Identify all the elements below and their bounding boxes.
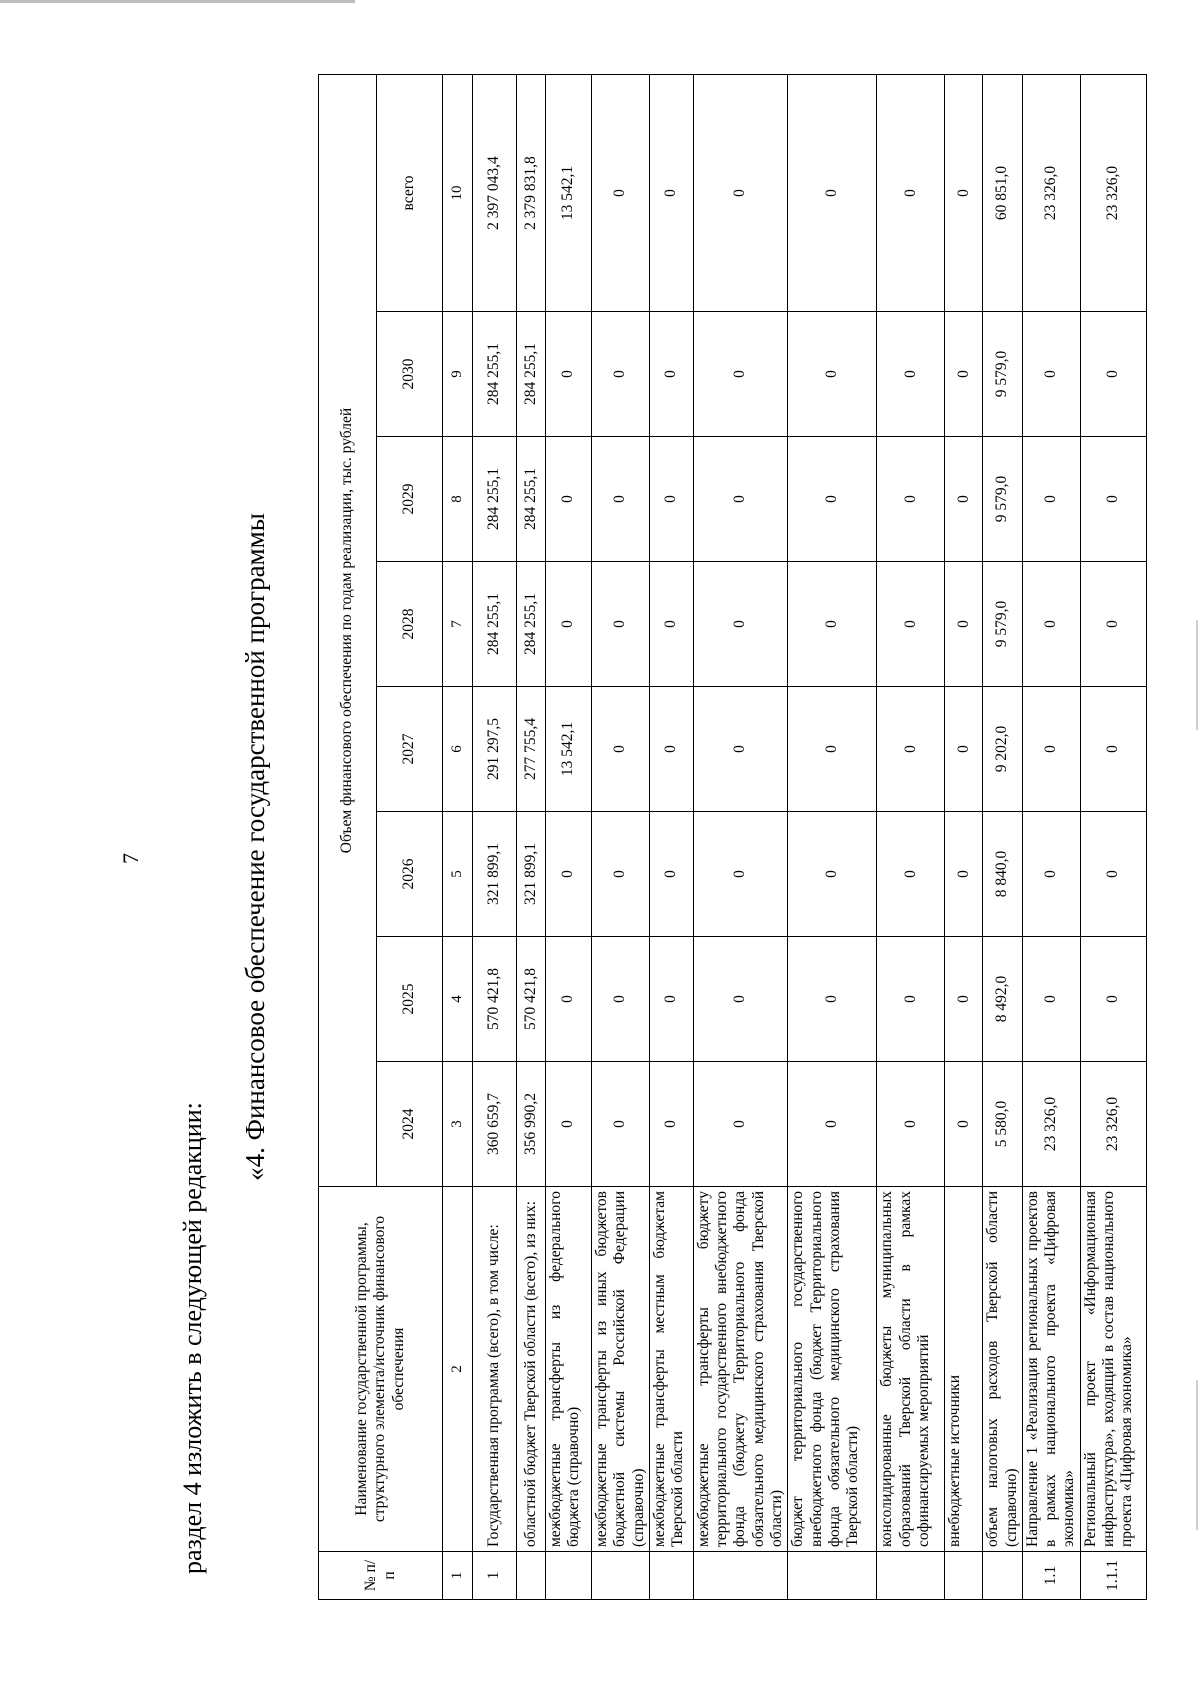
row-value: 0: [945, 812, 983, 937]
row-value: 0: [693, 312, 787, 437]
row-value: 284 255,1: [517, 312, 546, 437]
row-name: Региональный проект «Информационная инфраструктура», входящий в состав национального проекта «Цифровая экономика»: [1080, 1187, 1146, 1552]
row-value: 0: [877, 687, 945, 812]
row-value: 0: [693, 437, 787, 562]
row-value: 0: [788, 562, 877, 687]
row-value: 0: [592, 937, 650, 1062]
row-num: [945, 1552, 983, 1600]
row-value: 0: [546, 562, 592, 687]
row-name: объем налоговых расходов Тверской области (справочно): [983, 1187, 1023, 1552]
row-value: 0: [1022, 687, 1080, 812]
row-value: 0: [592, 437, 650, 562]
row-value: 0: [1080, 812, 1146, 937]
row-value: 0: [788, 812, 877, 937]
index-cell: 3: [443, 1062, 473, 1187]
index-cell: 5: [443, 812, 473, 937]
row-value: 321 899,1: [517, 812, 546, 937]
intro-text: раздел 4 изложить в следующей редакции:: [178, 1102, 207, 1574]
row-value: 9 202,0: [983, 687, 1023, 812]
row-value: 0: [877, 812, 945, 937]
row-value: 0: [877, 437, 945, 562]
row-value: 0: [788, 312, 877, 437]
table-row: [945, 75, 983, 1600]
row-value: 0: [945, 937, 983, 1062]
header-year: 2029: [377, 437, 443, 562]
row-value: 0: [1080, 437, 1146, 562]
row-name: межбюджетные трансферты из федерального бюджета (справочно): [546, 1187, 592, 1552]
index-cell: 7: [443, 562, 473, 687]
row-value: 0: [1080, 312, 1146, 437]
row-value: 0: [945, 437, 983, 562]
row-value: 0: [649, 437, 693, 562]
row-name: Государственная программа (всего), в том числе:: [473, 1187, 517, 1552]
row-value: 284 255,1: [473, 312, 517, 437]
row-num: [877, 1552, 945, 1600]
header-name: Наименование государственной программы, структурного элемента/источник финансового обеспечения: [319, 1187, 443, 1552]
row-num: [693, 1552, 787, 1600]
row-value: 23 326,0: [1080, 1062, 1146, 1187]
row-value: 0: [945, 312, 983, 437]
financing-table: [318, 74, 1147, 1600]
row-value: 0: [1022, 562, 1080, 687]
row-num: [592, 1552, 650, 1600]
row-value: 23 326,0: [1022, 75, 1080, 312]
row-value: 284 255,1: [517, 562, 546, 687]
row-num: [546, 1552, 592, 1600]
row-value: 0: [945, 1062, 983, 1187]
row-value: 291 297,5: [473, 687, 517, 812]
header-year: 2027: [377, 687, 443, 812]
table-row: [473, 75, 517, 1600]
row-value: 2 397 043,4: [473, 75, 517, 312]
row-value: 570 421,8: [517, 937, 546, 1062]
row-value: 0: [693, 687, 787, 812]
row-value: 9 579,0: [983, 437, 1023, 562]
header-num: № п/п: [319, 1552, 443, 1600]
row-value: 0: [649, 687, 693, 812]
row-name: Направление 1 «Реализация региональных проектов в рамках национального проекта «Цифровая экономика»: [1022, 1187, 1080, 1552]
row-value: 0: [649, 812, 693, 937]
row-num: [649, 1552, 693, 1600]
row-value: 0: [1022, 437, 1080, 562]
row-value: 23 326,0: [1022, 1062, 1080, 1187]
row-name: межбюджетные трансферты бюджету территориального государственного внебюджетного фонда (бюджету Территориального фонда обязательного медицинского страхования Тверской области): [693, 1187, 787, 1552]
header-year: 2030: [377, 312, 443, 437]
index-cell: 4: [443, 937, 473, 1062]
row-value: 0: [649, 1062, 693, 1187]
row-value: 284 255,1: [473, 562, 517, 687]
row-value: 0: [693, 937, 787, 1062]
row-value: 23 326,0: [1080, 75, 1146, 312]
row-value: 284 255,1: [517, 437, 546, 562]
row-value: 0: [592, 687, 650, 812]
table-row: [517, 75, 546, 1600]
row-value: 0: [649, 937, 693, 1062]
row-value: 0: [788, 437, 877, 562]
row-value: 0: [592, 562, 650, 687]
row-value: 60 851,0: [983, 75, 1023, 312]
table-row: [983, 75, 1023, 1600]
row-value: 0: [649, 562, 693, 687]
table-row: [877, 75, 945, 1600]
row-value: 9 579,0: [983, 312, 1023, 437]
row-value: 360 659,7: [473, 1062, 517, 1187]
row-value: 0: [546, 312, 592, 437]
row-num: 1.1: [1022, 1552, 1080, 1600]
row-value: 0: [788, 75, 877, 312]
index-cell: 6: [443, 687, 473, 812]
row-num: [517, 1552, 546, 1600]
row-value: 0: [877, 312, 945, 437]
row-value: 0: [1080, 687, 1146, 812]
table-row: [649, 75, 693, 1600]
row-num: 1.1.1: [1080, 1552, 1146, 1600]
row-value: 8 840,0: [983, 812, 1023, 937]
header-year: 2026: [377, 812, 443, 937]
row-value: 0: [945, 75, 983, 312]
row-num: 1: [473, 1552, 517, 1600]
header-year: 2028: [377, 562, 443, 687]
row-value: 356 990,2: [517, 1062, 546, 1187]
row-value: 0: [877, 937, 945, 1062]
row-value: 0: [649, 75, 693, 312]
index-cell: 2: [443, 1187, 473, 1552]
row-value: 0: [945, 562, 983, 687]
row-value: 0: [649, 312, 693, 437]
index-cell: 8: [443, 437, 473, 562]
row-name: бюджет территориального государственного внебюджетного фонда (бюджет Территориального фонда обязательного медицинского страхования Тверской области): [788, 1187, 877, 1552]
row-value: 0: [693, 1062, 787, 1187]
row-name: внебюджетные источники: [945, 1187, 983, 1552]
row-num: [788, 1552, 877, 1600]
row-value: 0: [788, 937, 877, 1062]
row-value: 321 899,1: [473, 812, 517, 937]
table-row: [1080, 75, 1146, 1600]
row-value: 0: [877, 1062, 945, 1187]
row-value: 0: [877, 75, 945, 312]
header-group: Объем финансового обеспечения по годам реализации, тыс. рублей: [319, 75, 377, 1187]
row-value: 5 580,0: [983, 1062, 1023, 1187]
row-value: 0: [592, 75, 650, 312]
row-value: 0: [546, 437, 592, 562]
row-value: 8 492,0: [983, 937, 1023, 1062]
row-name: консолидированные бюджеты муниципальных образований Тверской области в рамках софинансируемых мероприятий: [877, 1187, 945, 1552]
row-value: 0: [788, 687, 877, 812]
row-name: межбюджетные трансферты местным бюджетам Тверской области: [649, 1187, 693, 1552]
row-value: 0: [788, 1062, 877, 1187]
row-value: 570 421,8: [473, 937, 517, 1062]
row-value: 0: [1022, 312, 1080, 437]
row-value: 0: [592, 312, 650, 437]
header-total: всего: [377, 75, 443, 312]
index-cell: 10: [443, 75, 473, 312]
row-value: 0: [1022, 937, 1080, 1062]
table-row: [788, 75, 877, 1600]
table-row: [592, 75, 650, 1600]
row-value: 0: [693, 812, 787, 937]
row-value: 0: [592, 812, 650, 937]
table-row: [546, 75, 592, 1600]
row-value: 13 542,1: [546, 75, 592, 312]
row-value: 0: [546, 937, 592, 1062]
row-num: [983, 1552, 1023, 1600]
row-value: 277 755,4: [517, 687, 546, 812]
row-value: 0: [1080, 562, 1146, 687]
table-row: [693, 75, 787, 1600]
row-name: межбюджетные трансферты из иных бюджетов бюджетной системы Российской Федерации (справочно): [592, 1187, 650, 1552]
row-value: 2 379 831,8: [517, 75, 546, 312]
index-cell: 9: [443, 312, 473, 437]
row-value: 0: [592, 1062, 650, 1187]
row-value: 13 542,1: [546, 687, 592, 812]
row-value: 9 579,0: [983, 562, 1023, 687]
row-value: 0: [1080, 937, 1146, 1062]
row-value: 0: [546, 812, 592, 937]
section-title: «4. Финансовое обеспечение государственной программы: [240, 513, 270, 1181]
table-row: [1022, 75, 1080, 1600]
row-value: 0: [877, 562, 945, 687]
header-year: 2024: [377, 1062, 443, 1187]
index-cell: 1: [443, 1552, 473, 1600]
row-value: 284 255,1: [473, 437, 517, 562]
row-name: областной бюджет Тверской области (всего), из них:: [517, 1187, 546, 1552]
row-value: 0: [693, 562, 787, 687]
row-value: 0: [693, 75, 787, 312]
page-number: 7: [118, 853, 143, 864]
row-value: 0: [1022, 812, 1080, 937]
header-year: 2025: [377, 937, 443, 1062]
row-value: 0: [546, 1062, 592, 1187]
row-value: 0: [945, 687, 983, 812]
